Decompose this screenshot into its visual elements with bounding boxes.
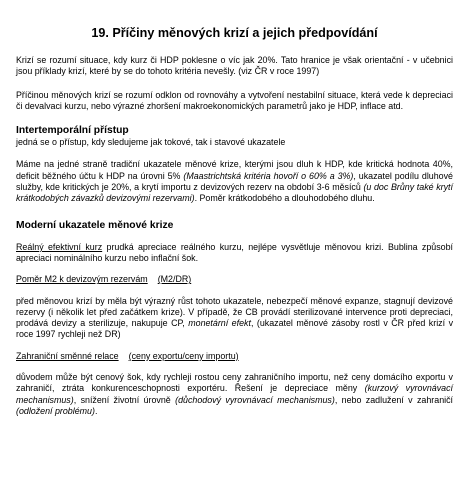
intro-paragraph-1: Krizí se rozumí situace, kdy kurz či HDP poklesne o víc jak 20%. Tato hranice je však orientační - v učebnici jsou příklady krizí, které by se do tohoto kritéria nevešly. (viz ČR v roce 1997) <box>16 55 453 77</box>
zahr-text-e: , nebo zadlužení v zahraničí <box>334 394 454 405</box>
m2-text-c: , (ukazatel měnové zásoby rostl v ČR před krizí v roce 1997 rychleji než DR) <box>16 318 454 340</box>
real-exchange-title: Reálný efektivní kurz <box>16 241 103 252</box>
m2-paragraph <box>16 296 453 341</box>
intertemporal-text: jedná se o přístup, kdy sledujeme jak tokové, tak i stavové ukazatele <box>16 137 286 148</box>
real-exchange-paragraph <box>16 242 453 265</box>
m2-text-a: před měnovou krizí by měla být výrazný růst tohoto ukazatele, nebezpečí měnové expanze, stagnují devizové rezervy (i několik let před začátkem krize). V případě, že CB provádí sterilizované intervence proti depreciaci, prodává devizy a sterilizuje, nakupuje CP, <box>16 295 453 329</box>
trad-text-e: (u doc Brůny také krytí krátkodobých závazků devizovými rezervami) <box>16 182 453 204</box>
terms-of-trade-subheading <box>16 351 453 362</box>
zahr-text-f: (odložení problému) <box>16 405 95 416</box>
zahr-text-c: , snížení životní úrovně <box>73 394 176 405</box>
real-exchange-text: prudká apreciace reálného kurzu, nejlépe vysvětluje měnovou krizi. Bublina způsobí apreciaci nominálního kurzu nebo inflační šok. <box>16 241 453 263</box>
trad-text-a: Máme na jedné straně tradiční ukazatele měnové krize, kterými jsou dluh k HDP, kde kritická hodnota 40%, deficit běžného účtu k HDP na úrovni 5% <box>16 159 453 181</box>
traditional-indicators-paragraph <box>16 159 453 204</box>
zahr-text-a: důvodem může být cenový šok, kdy rychleji rostou ceny zahraničního importu, než ceny domácího exportu v zahraničí, ztráta konkurenceschopnosti exportéru. Řešení je depreciace měny <box>16 372 453 394</box>
terms-of-trade-abbr: (ceny exportu/ceny importu) <box>128 350 239 361</box>
m2-subheading <box>16 274 453 285</box>
m2-title: Poměr M2 k devizovým rezervám <box>16 274 148 285</box>
zahr-text-b: (kurzový vyrovnávací mechanismus) <box>16 383 453 405</box>
intertemporal-heading: Intertemporální přístup <box>16 125 129 137</box>
terms-of-trade-title: Zahraniční směnné relace <box>16 350 119 361</box>
terms-of-trade-paragraph <box>16 372 453 417</box>
trad-text-f: . Poměr krátkodobého a dlouhodobého dluhu. <box>194 193 375 204</box>
trad-text-d: í importu z devizových rezerv na období 3-6 měsíců <box>156 182 364 193</box>
m2-abbr: (M2/DR) <box>157 274 192 285</box>
zahr-text-d: (důchodový vyrovnávací mechanismus) <box>175 394 335 405</box>
intro-paragraph-2: Příčinou měnových krizí se rozumí odklon od rovnováhy a vytvoření nestabilní situace, která vede k depreciaci či devalvaci kurzu, nebo výrazné zhoršení makroekonomických parametrů jako je HDP, inflace atd. <box>16 89 453 111</box>
document-page <box>0 26 467 500</box>
page-title: 19. Příčiny měnových krizí a jejich předpovídání <box>91 26 378 40</box>
trad-text-b: (Maastrichtská kritéria hovoří o 60% a 3%) <box>183 170 354 181</box>
zahr-text-g: . <box>94 405 98 416</box>
m2-text-b: monetární efekt <box>188 318 251 329</box>
modern-indicators-heading: Moderní ukazatele měnové krize <box>16 219 174 231</box>
trad-text-c: , ukazatel podílu dluhové služby, kde kritických je 20%, a kryt <box>16 170 453 193</box>
